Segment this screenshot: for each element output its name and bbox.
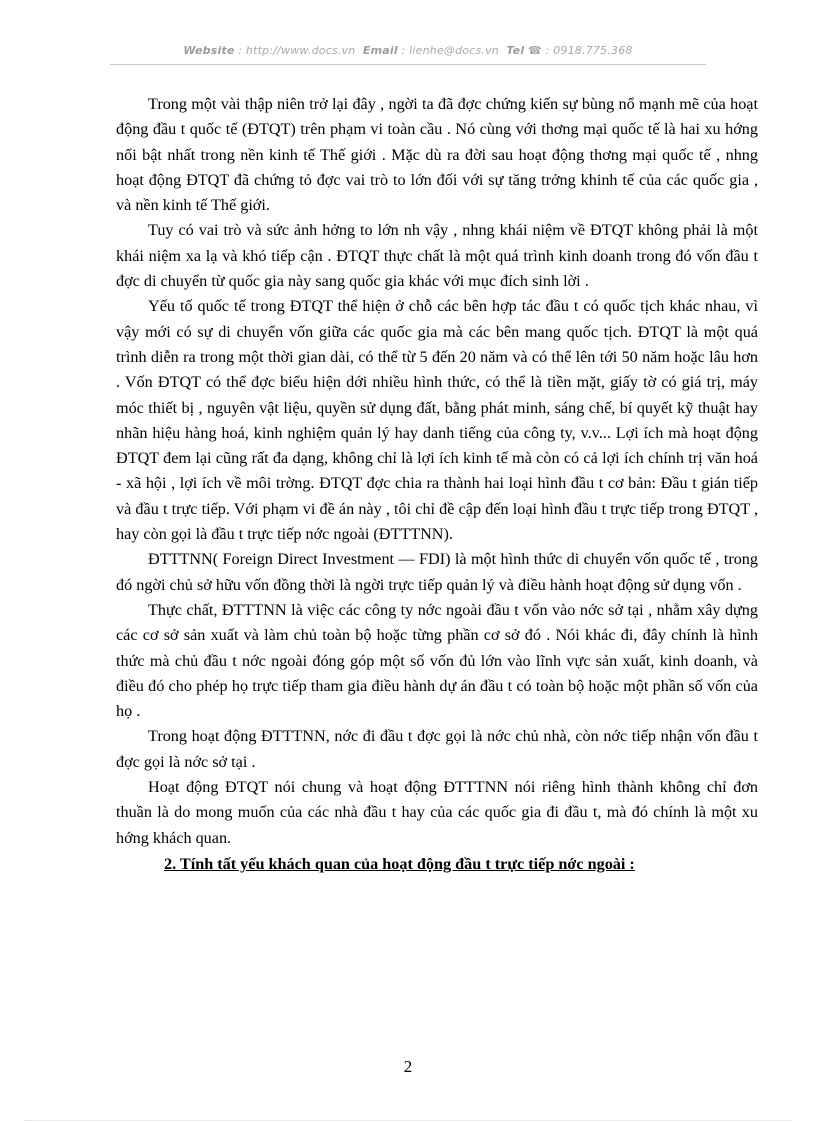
paragraph-intro: Trong một vài thập niên trở lại đây , ngời ta đã đợc chứng kiến sự bùng nổ mạnh mẽ của hoạt động đầu t quốc tế (ĐTQT) trên phạm vi toàn cầu . Nó cùng với thơng mại quốc tế là hai xu hớng nổi bật nhất trong nền kinh tế Thế giới . Mặc dù ra đời sau hoạt động thơng mại quốc tế , nhng hoạt động ĐTQT đã chứng tỏ đợc vai trò to lớn đối với sự tăng trởng khinh tế của các quốc gia , và nền kinh tế Thế giới. <box>116 95 758 215</box>
paragraph-fdi-definition: ĐTTTNN( Foreign Direct Investment — FDI) là một hình thức di chuyển vốn quốc tế , trong đó ngời chủ sở hữu vốn đồng thời là ngời trực tiếp quản lý và điều hành hoạt động sử dụng vốn . <box>116 550 758 594</box>
paragraph-international-factor: Yếu tố quốc tế trong ĐTQT thể hiện ở chỗ các bên hợp tác đầu t có quốc tịch khác nhau, vì vậy mới có sự di chuyển vốn giữa các quốc gia mà các bên mang quốc tịch. ĐTQT là một quá trình diễn ra trong một thời gian dài, có thể từ 5 đến 20 năm và có thể lên tới 50 năm hoặc lâu hơn . Vốn ĐTQT có thể đợc biểu hiện dới nhiều hình thức, có thể là tiền mặt, giấy tờ có giá trị, máy móc thiết bị , nguyên vật liệu, quyền sử dụng đất, bằng phát minh, sáng chế, bí quyết kỹ thuật hay nhãn hiệu hàng hoá, kinh nghiệm quản lý hay danh tiếng của công ty, v.v... Lợi ích mà hoạt động ĐTQT đem lại cũng rất đa dạng, không chỉ là lợi ích kinh tế mà còn có cả lợi ích chính trị văn hoá - xã hội , lợi ích về môi trờng. ĐTQT đợc chia ra thành hai loại hình đầu t cơ bản: Đầu t gián tiếp và đầu t trực tiếp. Với phạm vi đề án này , tôi chỉ đề cập đến loại hình đầu t trực tiếp trong ĐTQT , hay còn gọi là đầu t trực tiếp nớc ngoài (ĐTTTNN). <box>116 297 758 544</box>
tel-label: Tel <box>506 44 525 57</box>
paragraph-objective-trend: Hoạt động ĐTQT nói chung và hoạt động ĐTTTNN nói riêng hình thành không chỉ đơn thuần là do mong muốn của các nhà đầu t hay của các quốc gia đi đầu t, mà đó chính là một xu hớng khách quan. <box>116 778 758 847</box>
document-body <box>116 92 758 877</box>
email-address: : lienhe@docs.vn <box>401 44 499 57</box>
website-url: : http://www.docs.vn <box>238 44 356 57</box>
header-divider <box>110 64 706 65</box>
paragraph-fdi-essence: Thực chất, ĐTTTNN là việc các công ty nớc ngoài đầu t vốn vào nớc sở tại , nhằm xây dựng các cơ sở sản xuất và làm chủ toàn bộ hoặc từng phần cơ sở đó . Nói khác đi, đây chính là hình thức mà chủ đầu t nớc ngoài đóng góp một số vốn đủ lớn vào lĩnh vực sản xuất, kinh doanh, và điều đó cho phép họ trực tiếp tham gia điều hành dự án đầu t có toàn bộ hoặc một phần số vốn của họ . <box>116 600 758 721</box>
email-label: Email <box>362 44 398 57</box>
paragraph-host-country: Trong hoạt động ĐTTTNN, nớc đi đầu t đợc gọi là nớc chủ nhà, còn nớc tiếp nhận vốn đầu t đợc gọi là nớc sở tại . <box>116 727 758 771</box>
section-heading: 2. Tính tất yếu khách quan của hoạt động đầu t trực tiếp nớc ngoài : <box>164 854 635 873</box>
website-label: Website <box>183 44 235 57</box>
page-number: 2 <box>403 1057 413 1076</box>
page-header <box>60 44 756 57</box>
paragraph-definition: Tuy có vai trò và sức ảnh hởng to lớn nh vậy , nhng khái niệm về ĐTQT không phải là một khái niệm xa lạ và khó tiếp cận . ĐTQT thực chất là một quá trình kinh doanh trong đó vốn đầu t đợc di chuyển từ quốc gia này sang quốc gia khác với mục đích sinh lời . <box>116 221 758 291</box>
page-bottom-divider <box>24 1120 792 1121</box>
tel-number: ☎ : 0918.775.368 <box>528 44 633 57</box>
